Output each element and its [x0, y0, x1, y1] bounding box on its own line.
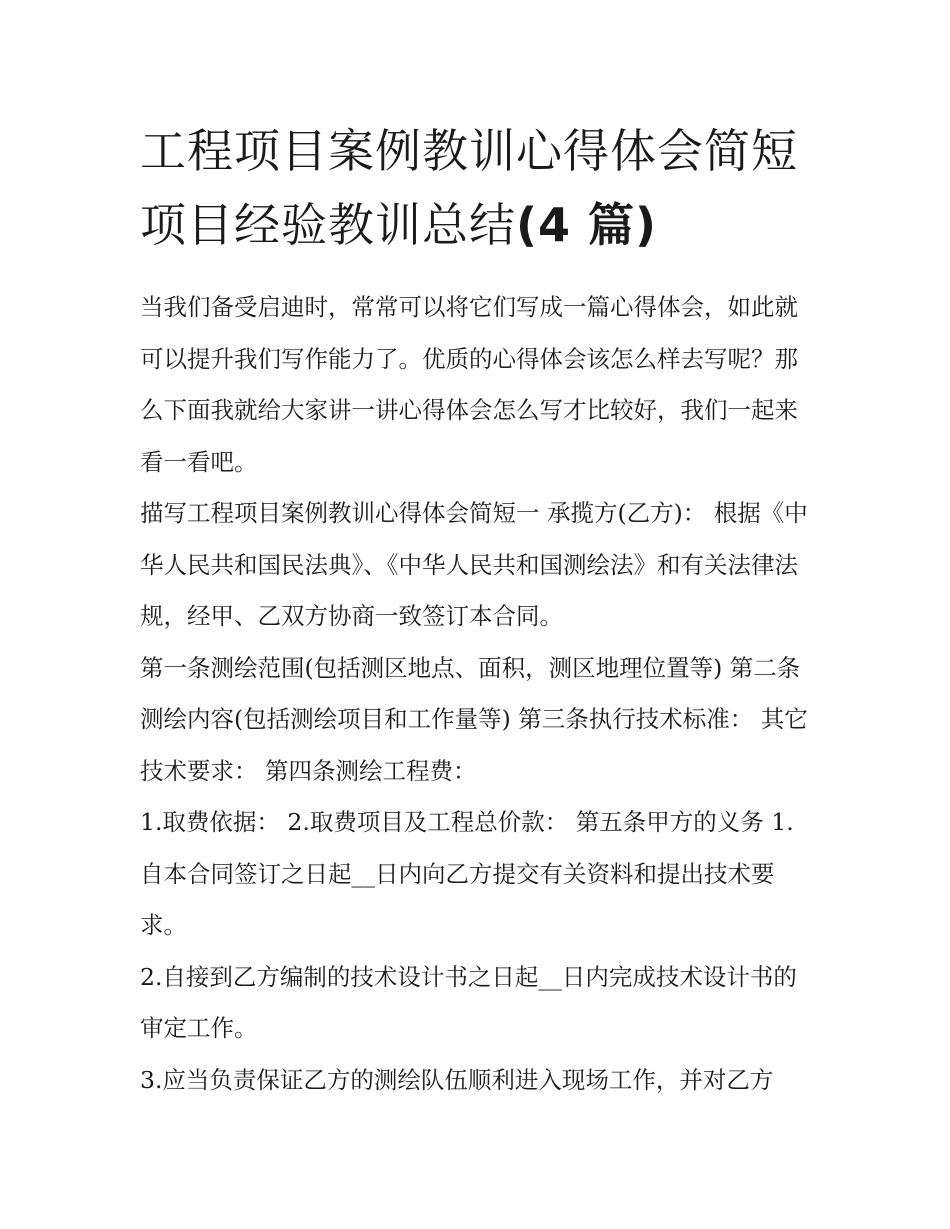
paragraph-articles: 第一条测绘范围(包括测区地点、面积，测区地理位置等) 第二条测绘内容(包括测绘项目和工作量等) 第三条执行技术标准： 其它技术要求： 第四条测绘工程费：	[140, 653, 808, 785]
document-body	[140, 282, 815, 1106]
paragraph-review: 2.自接到乙方编制的技术设计书之日起__日内完成技术设计书的审定工作。	[140, 962, 797, 1042]
title-count: (4 篇)	[516, 198, 658, 252]
paragraph-fees: 1.取费依据： 2.取费项目及工程总价款： 第五条甲方的义务 1.自本合同签订之日起__日内向乙方提交有关资料和提出技术要求。	[140, 808, 794, 939]
paragraph-intro: 当我们备受启迪时，常常可以将它们写成一篇心得体会，如此就可以提升我们写作能力了。优质的心得体会该怎么样去写呢？那么下面我就给大家讲一讲心得体会怎么写才比较好，我们一起来看一看吧。	[140, 293, 798, 476]
document-page	[140, 114, 815, 1106]
paragraph-contractor: 描写工程项目案例教训心得体会简短一 承揽方(乙方)： 根据《中华人民共和国民法典》、《中华人民共和国测绘法》和有关法律法规，经甲、乙双方协商一致签订本合同。	[140, 499, 808, 630]
paragraph-site-access: 3.应当负责保证乙方的测绘队伍顺利进入现场工作，并对乙方	[140, 1065, 774, 1094]
document-title	[140, 114, 815, 262]
title-main: 工程项目案例教训心得体会简短 项目经验教训总结	[140, 124, 798, 252]
